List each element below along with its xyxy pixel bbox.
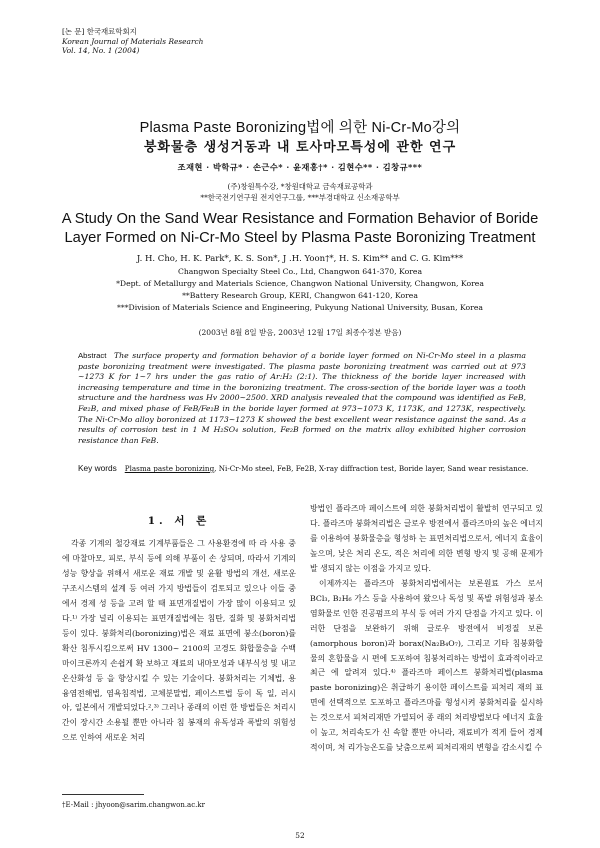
english-title-line-2: Layer Formed on Ni-Cr-Mo Steel by Plasma Paste Boronizing Treatment bbox=[64, 230, 536, 246]
left-paragraph-1 bbox=[62, 537, 296, 746]
journal-english-name: Korean Journal of Materials Research bbox=[62, 36, 204, 46]
right-paragraph-2 bbox=[310, 577, 543, 756]
footnote-divider bbox=[62, 794, 144, 795]
text-line: 표면에 붕소(boron)를 확산 침투시킴으로써 HV 1300~ bbox=[62, 628, 296, 653]
english-title-line-1: A Study On the Sand Wear Resistance and Formation Behavior of Boride bbox=[61, 211, 539, 227]
text-line: 일, 러시아, 일본에서 개발되었다.²,³⁾ 그러나 종래의 이런 bbox=[62, 688, 297, 713]
journal-volume: Vol. 14, No. 1 (2004) bbox=[62, 46, 140, 56]
text-line: 여러 가지 단점을 가지고 있다. 이러한 단점을 보완하기 bbox=[310, 608, 543, 633]
text-line: 재의 표면에 선택적으로 도포하고 플라즈마를 형성시켜 bbox=[310, 683, 543, 708]
received-dates: (2003년 8월 8일 받음, 2003년 12월 17일 최종수정본 받음) bbox=[198, 328, 402, 337]
text-line: 봉재의 유독성과 폭발의 위험성으로 인하여 새로운 처리 bbox=[62, 718, 297, 743]
text-line: 라 사용 중에 마찰마모, 피로, 부식 등에 의해 부품이 손 bbox=[62, 539, 297, 563]
text-line: 리가능온도를 낮춤으로써 피처리재의 변형을 감소시킬 수 bbox=[347, 743, 543, 753]
text-line: 2100의 고경도 화합물층을 수백 마이크론까지 손쉽게 확 bbox=[62, 643, 296, 668]
text-line: 융염전해법, 염욕침적법, 고체분말법, 페이스트법 등이 독 bbox=[62, 688, 264, 698]
text-line: 보하고 재료의 내마모성과 내부식성 및 내고온산화성 등 bbox=[62, 658, 296, 683]
keywords-label: Key words bbox=[78, 463, 117, 473]
english-affiliation-3: **Battery Research Group, KERI, Changwon 641-120, Korea bbox=[182, 291, 418, 300]
abstract-line: corrosion resistance than FeB. bbox=[78, 425, 526, 445]
english-affiliation-1: Changwon Specialty Steel Co., Ltd, Changwon 641-370, Korea bbox=[177, 267, 423, 276]
right-paragraph-1 bbox=[310, 502, 543, 577]
text-line: 래의 처리방법보다 에너지 효율이 높고, 처리속도가 신 bbox=[310, 713, 543, 738]
text-line: 성 등을 고려 할 때 표면개질법이 가장 많이 이용되고 bbox=[99, 598, 286, 608]
abstract-line: The surface property and formation behavior of a boride layer formed on Ni-Cr-Mo steel in a plasma bbox=[113, 351, 526, 360]
text-line: 에 알려져 있다.⁴⁾ 플라즈마 페이스트 붕화처리법(plasma bbox=[330, 668, 543, 678]
text-line: 상되며, 따라서 기계의 성능 향상을 위해서 새로운 재료 bbox=[62, 553, 296, 578]
text-line: 있다.¹⁾ 가장 널리 이용되는 표면개질법에는 침탄, 질화 bbox=[62, 598, 296, 623]
english-authors: J. H. Cho, H. K. Park*, K. S. Son*, J .H. Yoon†*, H. S. Kim** and C. G. Kim*** bbox=[136, 254, 464, 264]
abstract-line: the sand. As a results of corrosion test in 1 M H₂SO₄ solution, Fe₂B formed on the matrix alloy exhibited higher bbox=[78, 414, 526, 435]
text-line: 붕화처리를 실시하는 것으로서 피처리재만 가열되어 종 bbox=[310, 698, 543, 723]
text-line: 및 붕화처리법 등이 있다. 붕화처리(boronizing)법은 재료 bbox=[62, 613, 296, 638]
journal-korean-name: [논 문] 한국재료학회지 bbox=[62, 27, 137, 36]
text-line: 플라즈마의 높은 에너지를 이용하여 붕화물층을 형성하 bbox=[310, 518, 543, 543]
text-line: paste boronizing)은 취급하기 용이한 페이스트를 피처리 bbox=[310, 683, 514, 693]
korean-affiliation-1: (주)창원특수강, *창원대학교 금속재료공학과 bbox=[227, 182, 373, 191]
text-line: 이제까지는 플라즈마 붕화처리법에서는 보론원료 가스 bbox=[319, 578, 521, 588]
text-line: 로서 BCl₃, B₂H₆ 가스 등을 사용하여 왔으나 독성 및 bbox=[310, 578, 543, 603]
text-line: 여러 가지 방법들이 검토되고 있으나 이들 중에서 경제 bbox=[62, 583, 296, 608]
text-line: 각종 기계의 철강재료 기계부품들은 그 사용환경에 따 bbox=[71, 539, 257, 548]
right-column bbox=[310, 502, 543, 756]
abstract-label: Abstract bbox=[78, 351, 107, 360]
text-line: 한 방법들은 처리시간이 장시간 소용될 뿐만 아니라 침 bbox=[62, 703, 296, 728]
abstract bbox=[78, 351, 526, 446]
english-affiliation-2: *Dept. of Metallurgy and Materials Science, Changwon National University, Changwon, Korea bbox=[116, 279, 484, 288]
text-line: 는 표면처리법으로서, 에너지 효율이 높으며, 낮은 처리 bbox=[310, 533, 543, 558]
text-line: 온도, 적은 처리에 의한 변형 방지 및 공해 문제가 발 bbox=[310, 548, 543, 573]
keywords bbox=[78, 463, 558, 473]
english-affiliation-4: ***Division of Materials Science and Engineering, Pukyung National University, Busan, Korea bbox=[117, 303, 483, 312]
page-number: 52 bbox=[295, 831, 305, 840]
left-column bbox=[62, 537, 296, 746]
text-line: 을 향상시킬 수 있는 기술이다. 붕화처리는 기체법, 용 bbox=[107, 673, 296, 683]
corresponding-author-footnote: †E-Mail : jhyoon@sarim.changwon.ac.kr bbox=[62, 801, 205, 809]
keyword-first: Plasma paste boronizing bbox=[124, 464, 215, 473]
text-line: 편에 도포하여 침붕처리하는 방법이 효과적이라고 최근 bbox=[310, 653, 544, 678]
text-line: 개발 및 윤활 방법의 개선, 새로운 구조시스템의 설계 등 bbox=[62, 568, 296, 593]
abstract-line: ~1273 K for 1~7 hrs under the gas ratio of Ar:H₂ (2:1). The thickness of the boride layer increased with bbox=[78, 372, 526, 382]
abstract-line: respectively. The Ni-Cr-Mo alloy boronized at 1173~1273 K showed the best excellent wear resistance against bbox=[78, 403, 526, 424]
text-line: 속할 뿐만 아니라, 재료비가 적게 들어 경제적이며, 처 bbox=[310, 728, 544, 753]
korean-title-line-1: Plasma Paste Boronizing법에 의한 Ni-Cr-Mo강의 bbox=[139, 120, 461, 136]
text-line: 생되지 않는 이점을 가지고 있다. bbox=[320, 563, 432, 573]
korean-authors: 조재현 · 박학규* · 손근수* · 윤재홍†* · 김현수** · 김창규*** bbox=[177, 162, 423, 172]
abstract-line: increasing temperature and time in the boronizing treatment. The cross-section of the boride layer was a tooth bbox=[78, 382, 526, 392]
text-line: 연구되고 있다. 플라즈마 붕화처리법은 글로우 방전에서 bbox=[310, 504, 543, 528]
abstract-line: FeB, Fe₂B, and mixed phase of FeB/Fe₂B in the boride layer formed at 973~1073 K, 1173K, and 1273K, bbox=[78, 393, 526, 413]
journal-header bbox=[62, 27, 203, 56]
keywords-rest: , Ni-Cr-Mo steel, FeB, Fe2B, X-ray diffraction test, Boride layer, Sand wear resistance. bbox=[214, 464, 529, 473]
section-title: 1. 서 론 bbox=[147, 515, 211, 527]
text-line: 위해 글로우 방전에서 비정질 보론(amorphous boron)과 bbox=[310, 623, 543, 648]
text-line: 방법인 플라즈마 페이스트에 의한 붕화처리법이 활발히 bbox=[310, 504, 500, 513]
text-line: 폭발 위험성과 붕소 염화물로 인한 진공펌프의 부식 등 bbox=[310, 593, 543, 618]
abstract-line: paste boronizing treatment were investigated. The plasma paste boronizing treatment was carried out at 973 bbox=[78, 361, 526, 371]
abstract-line: structure and the hardness was Hv 2000~2500. XRD analysis revealed that the compound was identified as bbox=[78, 393, 506, 403]
text-line: borax(Na₂B₄O₇), 그리고 기타 침붕화합물의 혼합물을 시 bbox=[310, 638, 543, 663]
korean-affiliation-2: **한국전기연구원 전지연구그룹, ***부경대학교 신소재공학부 bbox=[200, 193, 400, 202]
korean-title-line-2: 붕화물층 생성거동과 내 토사마모특성에 관한 연구 bbox=[143, 140, 457, 155]
